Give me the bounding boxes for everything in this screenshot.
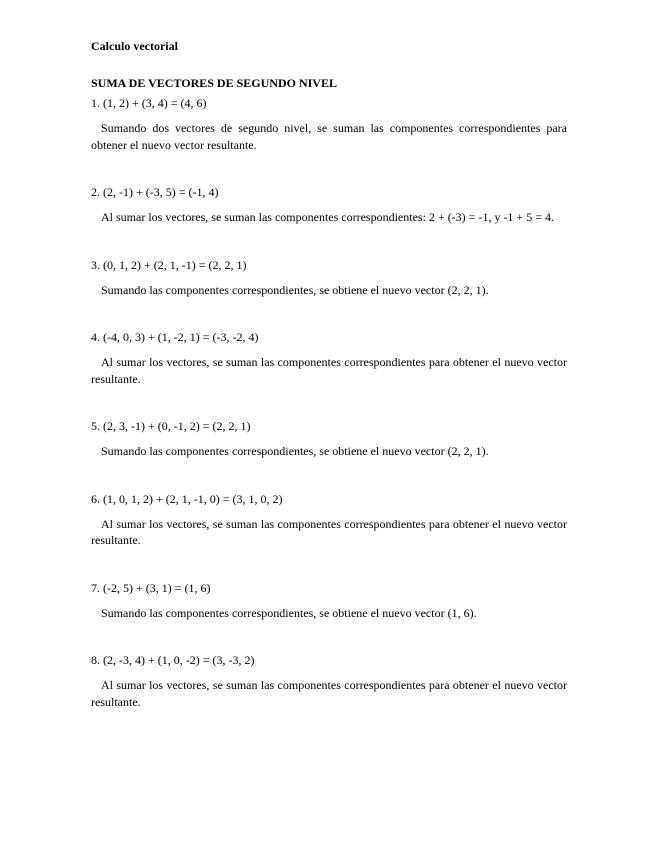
- exercise-item-6: [91, 491, 567, 549]
- document-title: Calculo vectorial: [91, 39, 178, 53]
- exercise-explanation: Sumando las componentes correspondientes, se obtiene el nuevo vector (2, 2, 1).: [101, 282, 489, 297]
- exercise-equation: 2. (2, -1) + (-3, 5) = (-1, 4): [91, 185, 219, 199]
- exercise-item-7: [91, 580, 567, 622]
- exercise-item-1: [91, 95, 567, 153]
- exercise-explanation: Sumando las componentes correspondientes, se obtiene el nuevo vector (1, 6).: [101, 605, 477, 620]
- exercise-item-3: [91, 257, 567, 299]
- exercise-equation: 8. (2, -3, 4) + (1, 0, -2) = (3, -3, 2): [91, 653, 255, 667]
- exercise-item-2: [91, 184, 567, 226]
- exercise-explanation: Al sumar los vectores, se suman las componentes correspondientes para obtener el nuevo vector resultante.: [91, 355, 567, 386]
- exercise-equation: 6. (1, 0, 1, 2) + (2, 1, -1, 0) = (3, 1, 0, 2): [91, 491, 283, 506]
- section-title: SUMA DE VECTORES DE SEGUNDO NIVEL: [91, 76, 337, 90]
- exercise-explanation: Sumando las componentes correspondientes, se obtiene el nuevo vector (2, 2, 1).: [101, 444, 489, 458]
- exercise-explanation: Al sumar los vectores, se suman las componentes correspondientes: 2 + (-3) = -1, y -1 + 5 = 4.: [101, 210, 554, 224]
- exercise-item-4: [91, 329, 567, 387]
- exercise-equation: 7. (-2, 5) + (3, 1) = (1, 6): [91, 580, 211, 595]
- exercise-item-8: [91, 652, 567, 710]
- exercise-equation: 1. (1, 2) + (3, 4) = (4, 6): [91, 96, 207, 110]
- exercise-item-5: [91, 418, 567, 460]
- document-page: [91, 38, 567, 741]
- exercise-equation: 4. (-4, 0, 3) + (1, -2, 1) = (-3, -2, 4): [91, 330, 259, 344]
- exercise-explanation: Al sumar los vectores, se suman las componentes correspondientes para obtener el nuevo vector resultante.: [91, 678, 567, 709]
- exercise-explanation: Al sumar los vectores, se suman las componentes correspondientes para obtener el nuevo vector resultante.: [91, 516, 567, 547]
- exercise-equation: 3. (0, 1, 2) + (2, 1, -1) = (2, 2, 1): [91, 257, 247, 272]
- exercise-explanation: Sumando dos vectores de segundo nivel, se suman las componentes correspondientes para obtener el nuevo vector resultante.: [91, 121, 567, 152]
- exercise-equation: 5. (2, 3, -1) + (0, -1, 2) = (2, 2, 1): [91, 419, 251, 433]
